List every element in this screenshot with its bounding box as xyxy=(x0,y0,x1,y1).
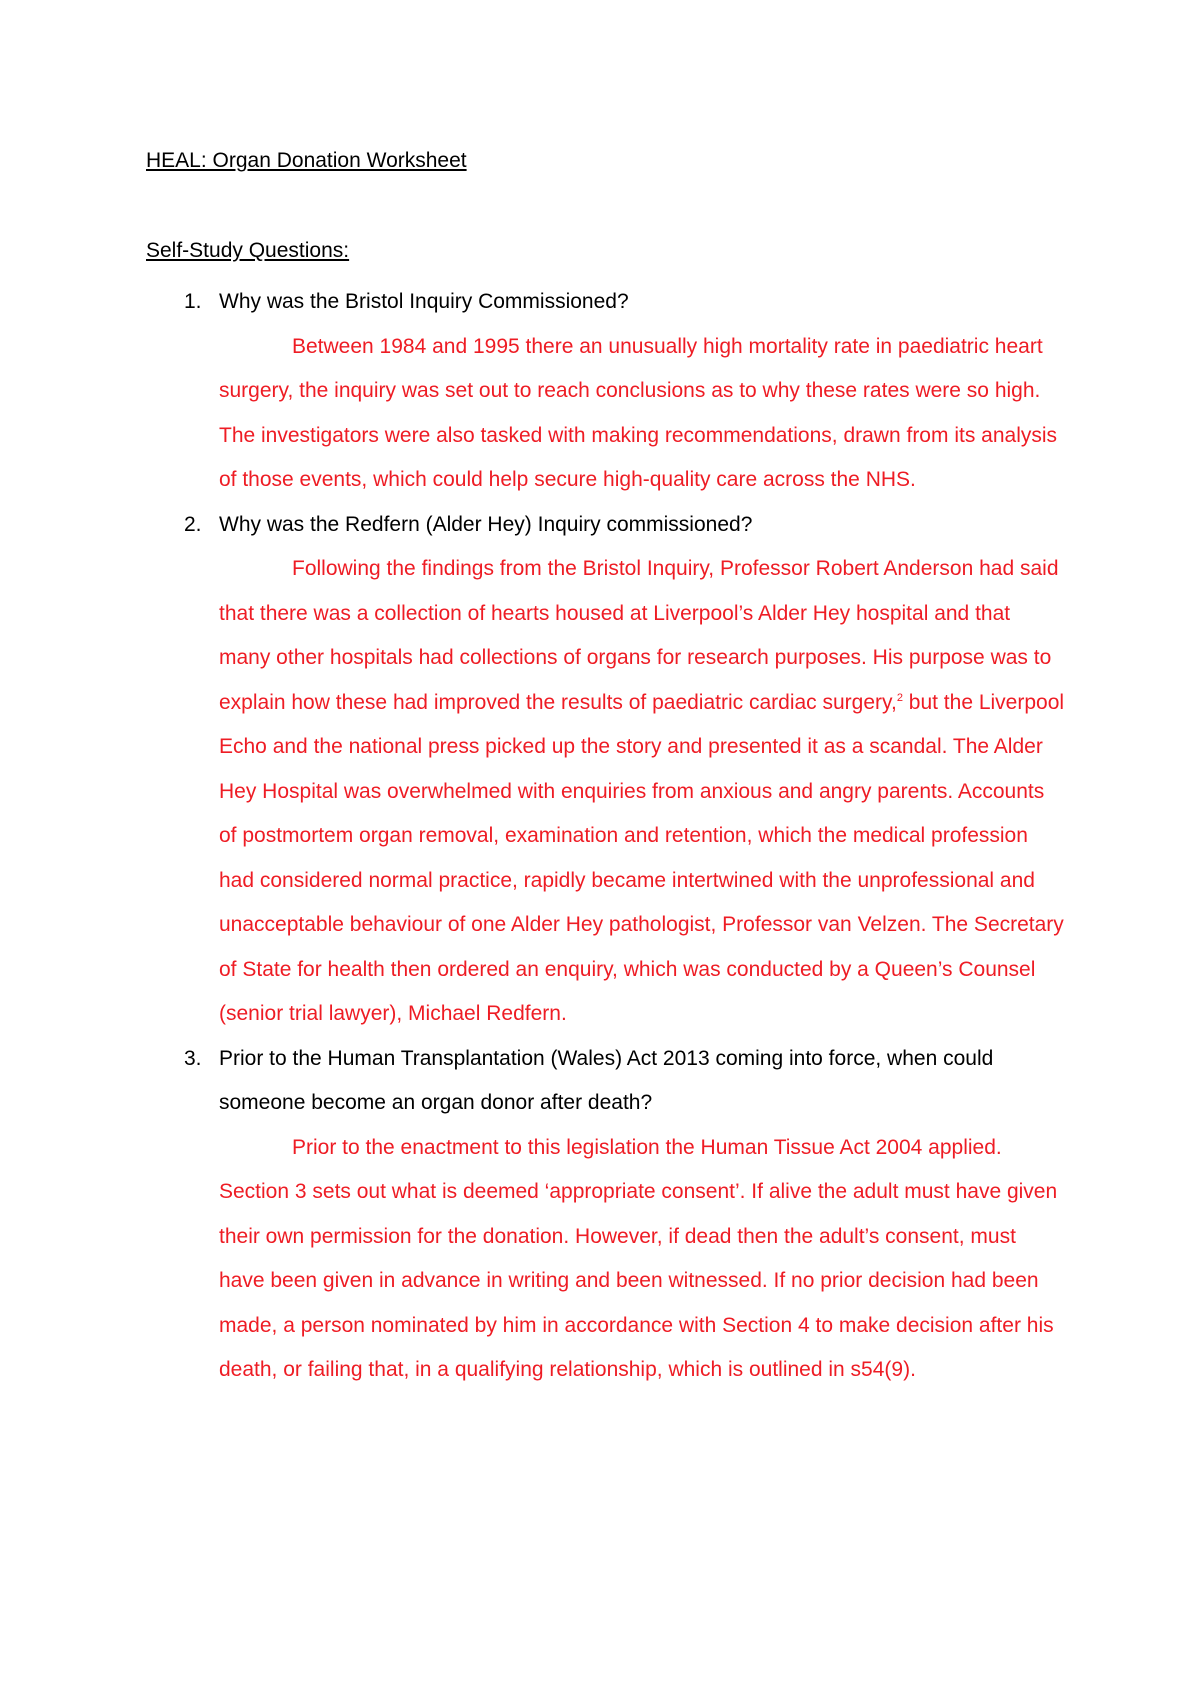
answer-text-part: Following the findings from the Bristol Inquiry, Professor Robert Anderson had said that there was a collection of hearts housed at Liverpool’s Alder Hey hospital and that many other hospitals had collections of organs for research purposes. His purpose was to explain how these had improved the results of paediatric cardiac surgery, xyxy=(219,557,1059,714)
answer-text: Prior to the enactment to this legislation the Human Tissue Act 2004 applied. Section 3 sets out what is deemed ‘appropriate consent’. If alive the adult must have given their own permission for the donation. However, if dead then the adult’s consent, must have been given in advance in writing and been witnessed. If no prior decision had been made, a person nominated by him in accordance with Section 4 to make decision after his death, or failing that, in a qualifying relationship, which is outlined in s54(9). xyxy=(219,1135,1058,1381)
question-number: 2. xyxy=(184,512,202,536)
question-item xyxy=(146,1037,1066,1393)
question-text: Prior to the Human Transplantation (Wales) Act 2013 coming into force, when could someone become an organ donor after death? xyxy=(219,1046,994,1114)
question-text: Why was the Bristol Inquiry Commissioned? xyxy=(219,290,629,313)
question-number: 3. xyxy=(184,1046,202,1070)
footnote-mark: 2 xyxy=(896,691,903,704)
document-title: HEAL: Organ Donation Worksheet xyxy=(146,149,467,172)
question-list xyxy=(146,280,1066,1393)
question-number: 1. xyxy=(184,290,202,313)
answer-text: Between 1984 and 1995 there an unusually high mortality rate in paediatric heart surgery, the inquiry was set out to reach conclusions as to why these rates were so high. The investigators were also tasked with making recommendations, drawn from its analysis of those events, which could help secure high-quality care across the NHS. xyxy=(219,334,1058,491)
answer-text xyxy=(219,547,1066,1037)
question-item xyxy=(146,280,1066,503)
section-heading: Self-Study Questions: xyxy=(146,239,350,262)
question-text: Why was the Redfern (Alder Hey) Inquiry commissioned? xyxy=(219,512,753,536)
question-item xyxy=(146,503,1066,1037)
answer-text-part: but the Liverpool Echo and the national press picked up the story and presented it as a scandal. The Alder Hey Hospital was overwhelmed with enquiries from anxious and angry parents. Accounts of postmortem organ removal, examination and retention, which the medical profession had considered normal practice, rapidly became intertwined with the unprofessional and unacceptable behaviour of one Alder Hey pathologist, Professor van Velzen. The Secretary of State for health then ordered an enquiry, which was conducted by a Queen’s Counsel (senior trial lawyer), Michael Redfern. xyxy=(219,690,1065,1025)
